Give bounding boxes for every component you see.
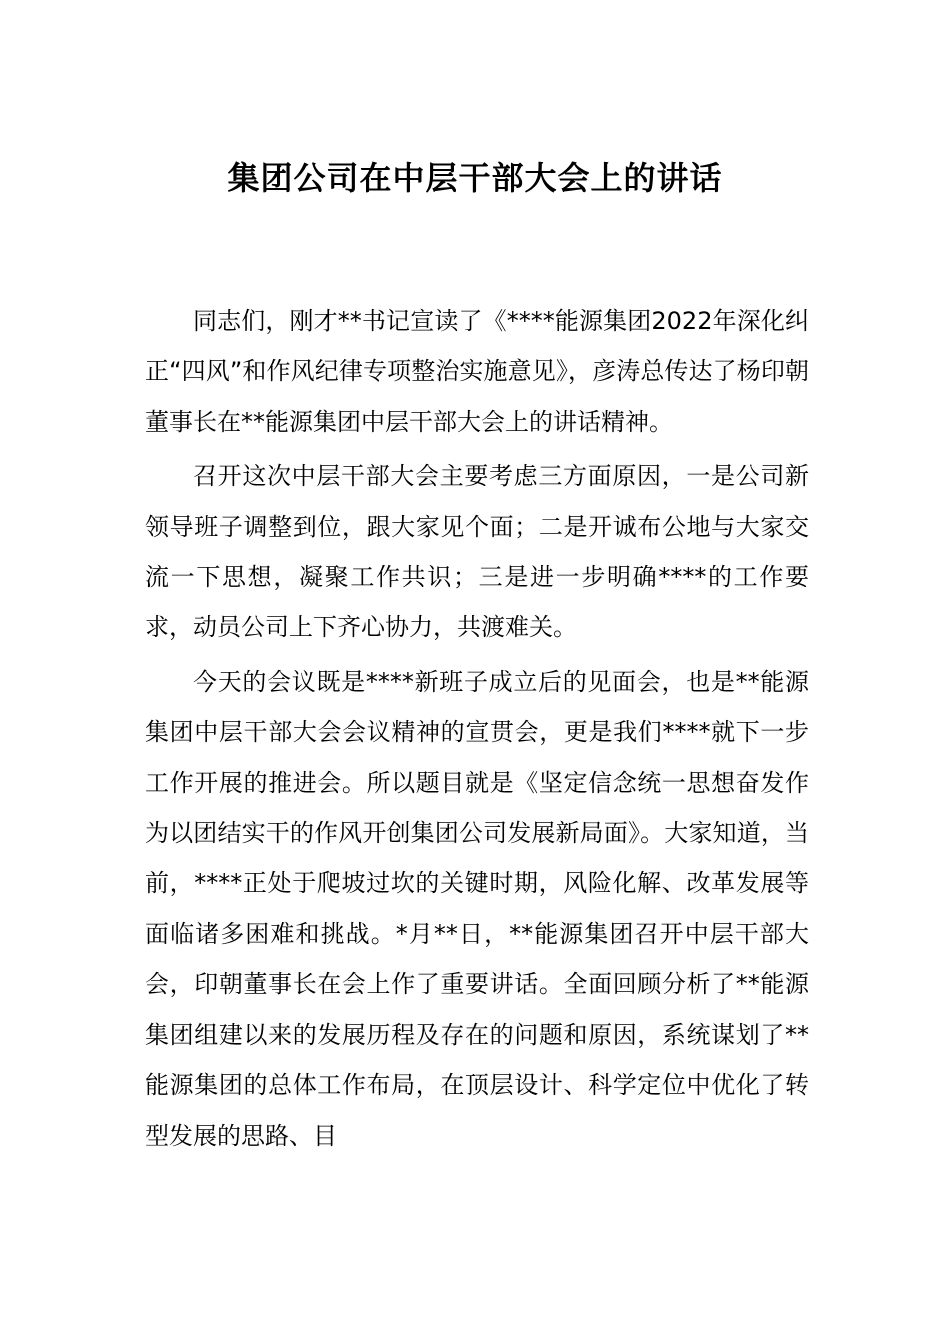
paragraph-1: 同志们，刚才**书记宣读了《****能源集团2022年深化纠正“四风”和作风纪律专项整治实施意见》，彦涛总传达了杨印朝董事长在**能源集团中层干部大会上的讲话精神。: [145, 307, 809, 436]
document-title: 集团公司在中层干部大会上的讲话: [227, 159, 723, 197]
paragraph-2: 召开这次中层干部大会主要考虑三方面原因，一是公司新领导班子调整到位，跟大家见个面；二是开诚布公地与大家交流一下思想，凝聚工作共识；三是进一步明确****的工作要求，动员公司上下齐心协力，共渡难关。: [145, 462, 809, 642]
document-body: [145, 296, 809, 1165]
paragraph-3: 今天的会议既是****新班子成立后的见面会，也是**能源集团中层干部大会会议精神的宣贯会，更是我们****就下一步工作开展的推进会。所以题目就是《坚定信念统一思想奋发作为以团结实干的作风开创集团公司发展新局面》。大家知道，当前，****正处于爬坡过坎的关键时期，风险化解、改革发展等面临诸多困难和挑战。*月**日，**能源集团召开中层干部大会，印朝董事长在会上作了重要讲话。全面回顾分析了**能源集团组建以来的发展历程及存在的问题和原因，系统谋划了**能源集团的总体工作布局，在顶层设计、科学定位中优化了转型发展的思路、目: [145, 667, 809, 1150]
